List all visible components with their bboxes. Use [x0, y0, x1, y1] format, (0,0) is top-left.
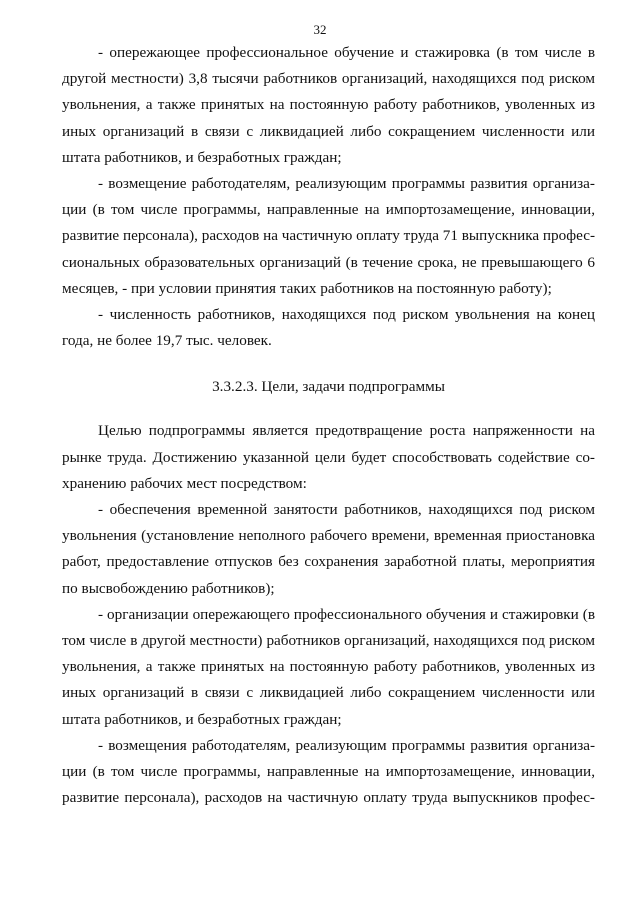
paragraph-workers-at-risk	[62, 302, 595, 354]
paragraph-subprogram-goal	[62, 418, 595, 497]
text-line: иных организаций в связи с ликвидацией либо сокращением численности или	[62, 122, 595, 140]
paragraph-advance-training	[62, 40, 595, 171]
text-line: - численность работников, находящихся под риском увольнения на конец	[98, 306, 595, 324]
paragraph-employer-reimbursement	[62, 171, 595, 302]
text-line: месяцев, - при условии принятия таких работников на постоянную работу);	[62, 279, 552, 297]
text-line: увольнения (установление неполного рабочего времени, временная приостановка	[62, 527, 595, 545]
text-line: штата работников, и безработных граждан;	[62, 710, 342, 728]
paragraph-temporary-employment	[62, 497, 595, 602]
document-body	[62, 40, 595, 811]
text-line: ции (в том числе программы, направленные на импортозамещение, инновации,	[62, 763, 595, 781]
section-heading: 3.3.2.3. Цели, задачи подпрограммы	[212, 378, 445, 396]
text-line: увольнения, а также принятых на постоянную работу работников, уволенных из	[62, 658, 595, 676]
text-line: ции (в том числе программы, направленные на импортозамещение, инновации,	[62, 201, 595, 219]
text-line: - возмещение работодателям, реализующим программы развития организа-	[98, 175, 595, 193]
text-line: Целью подпрограммы является предотвращение роста напряженности на	[98, 422, 595, 440]
text-line: - обеспечения временной занятости работников, находящихся под риском	[98, 501, 595, 519]
text-line: - возмещения работодателям, реализующим программы развития организа-	[98, 736, 595, 754]
text-line: года, не более 19,7 тыс. человек.	[62, 332, 272, 350]
text-line: увольнения, а также принятых на постоянную работу работников, уволенных из	[62, 96, 595, 114]
text-line: сиональных образовательных организаций (в течение срока, не превышающего 6	[62, 253, 595, 271]
text-line: хранению рабочих мест посредством:	[62, 474, 307, 492]
text-line: развитие персонала), расходов на частичную оплату труда 71 выпускника профес-	[62, 227, 595, 245]
text-line: том числе в другой местности) работников организаций, находящихся под риском	[62, 632, 595, 650]
text-line: по высвобождению работников);	[62, 579, 275, 597]
paragraph-organizing-training	[62, 602, 595, 733]
text-line: - опережающее профессиональное обучение и стажировка (в том числе в	[98, 44, 595, 61]
text-line: работ, предоставление отпусков без сохранения заработной платы, мероприятия	[62, 553, 595, 571]
text-line: рынке труда. Достижению указанной цели будет способствовать содействие со-	[62, 448, 595, 466]
text-line: другой местности) 3,8 тысячи работников организаций, находящихся под риском	[62, 70, 595, 88]
text-line: развитие персонала), расходов на частичную оплату труда выпускников профес-	[62, 789, 595, 807]
text-line: штата работников, и безработных граждан;	[62, 148, 342, 166]
paragraph-reimbursement-graduates	[62, 733, 595, 812]
page-number: 32	[313, 22, 327, 37]
text-line: иных организаций в связи с ликвидацией либо сокращением численности или	[62, 684, 595, 702]
text-line: - организации опережающего профессионального обучения и стажировки (в	[98, 605, 595, 623]
